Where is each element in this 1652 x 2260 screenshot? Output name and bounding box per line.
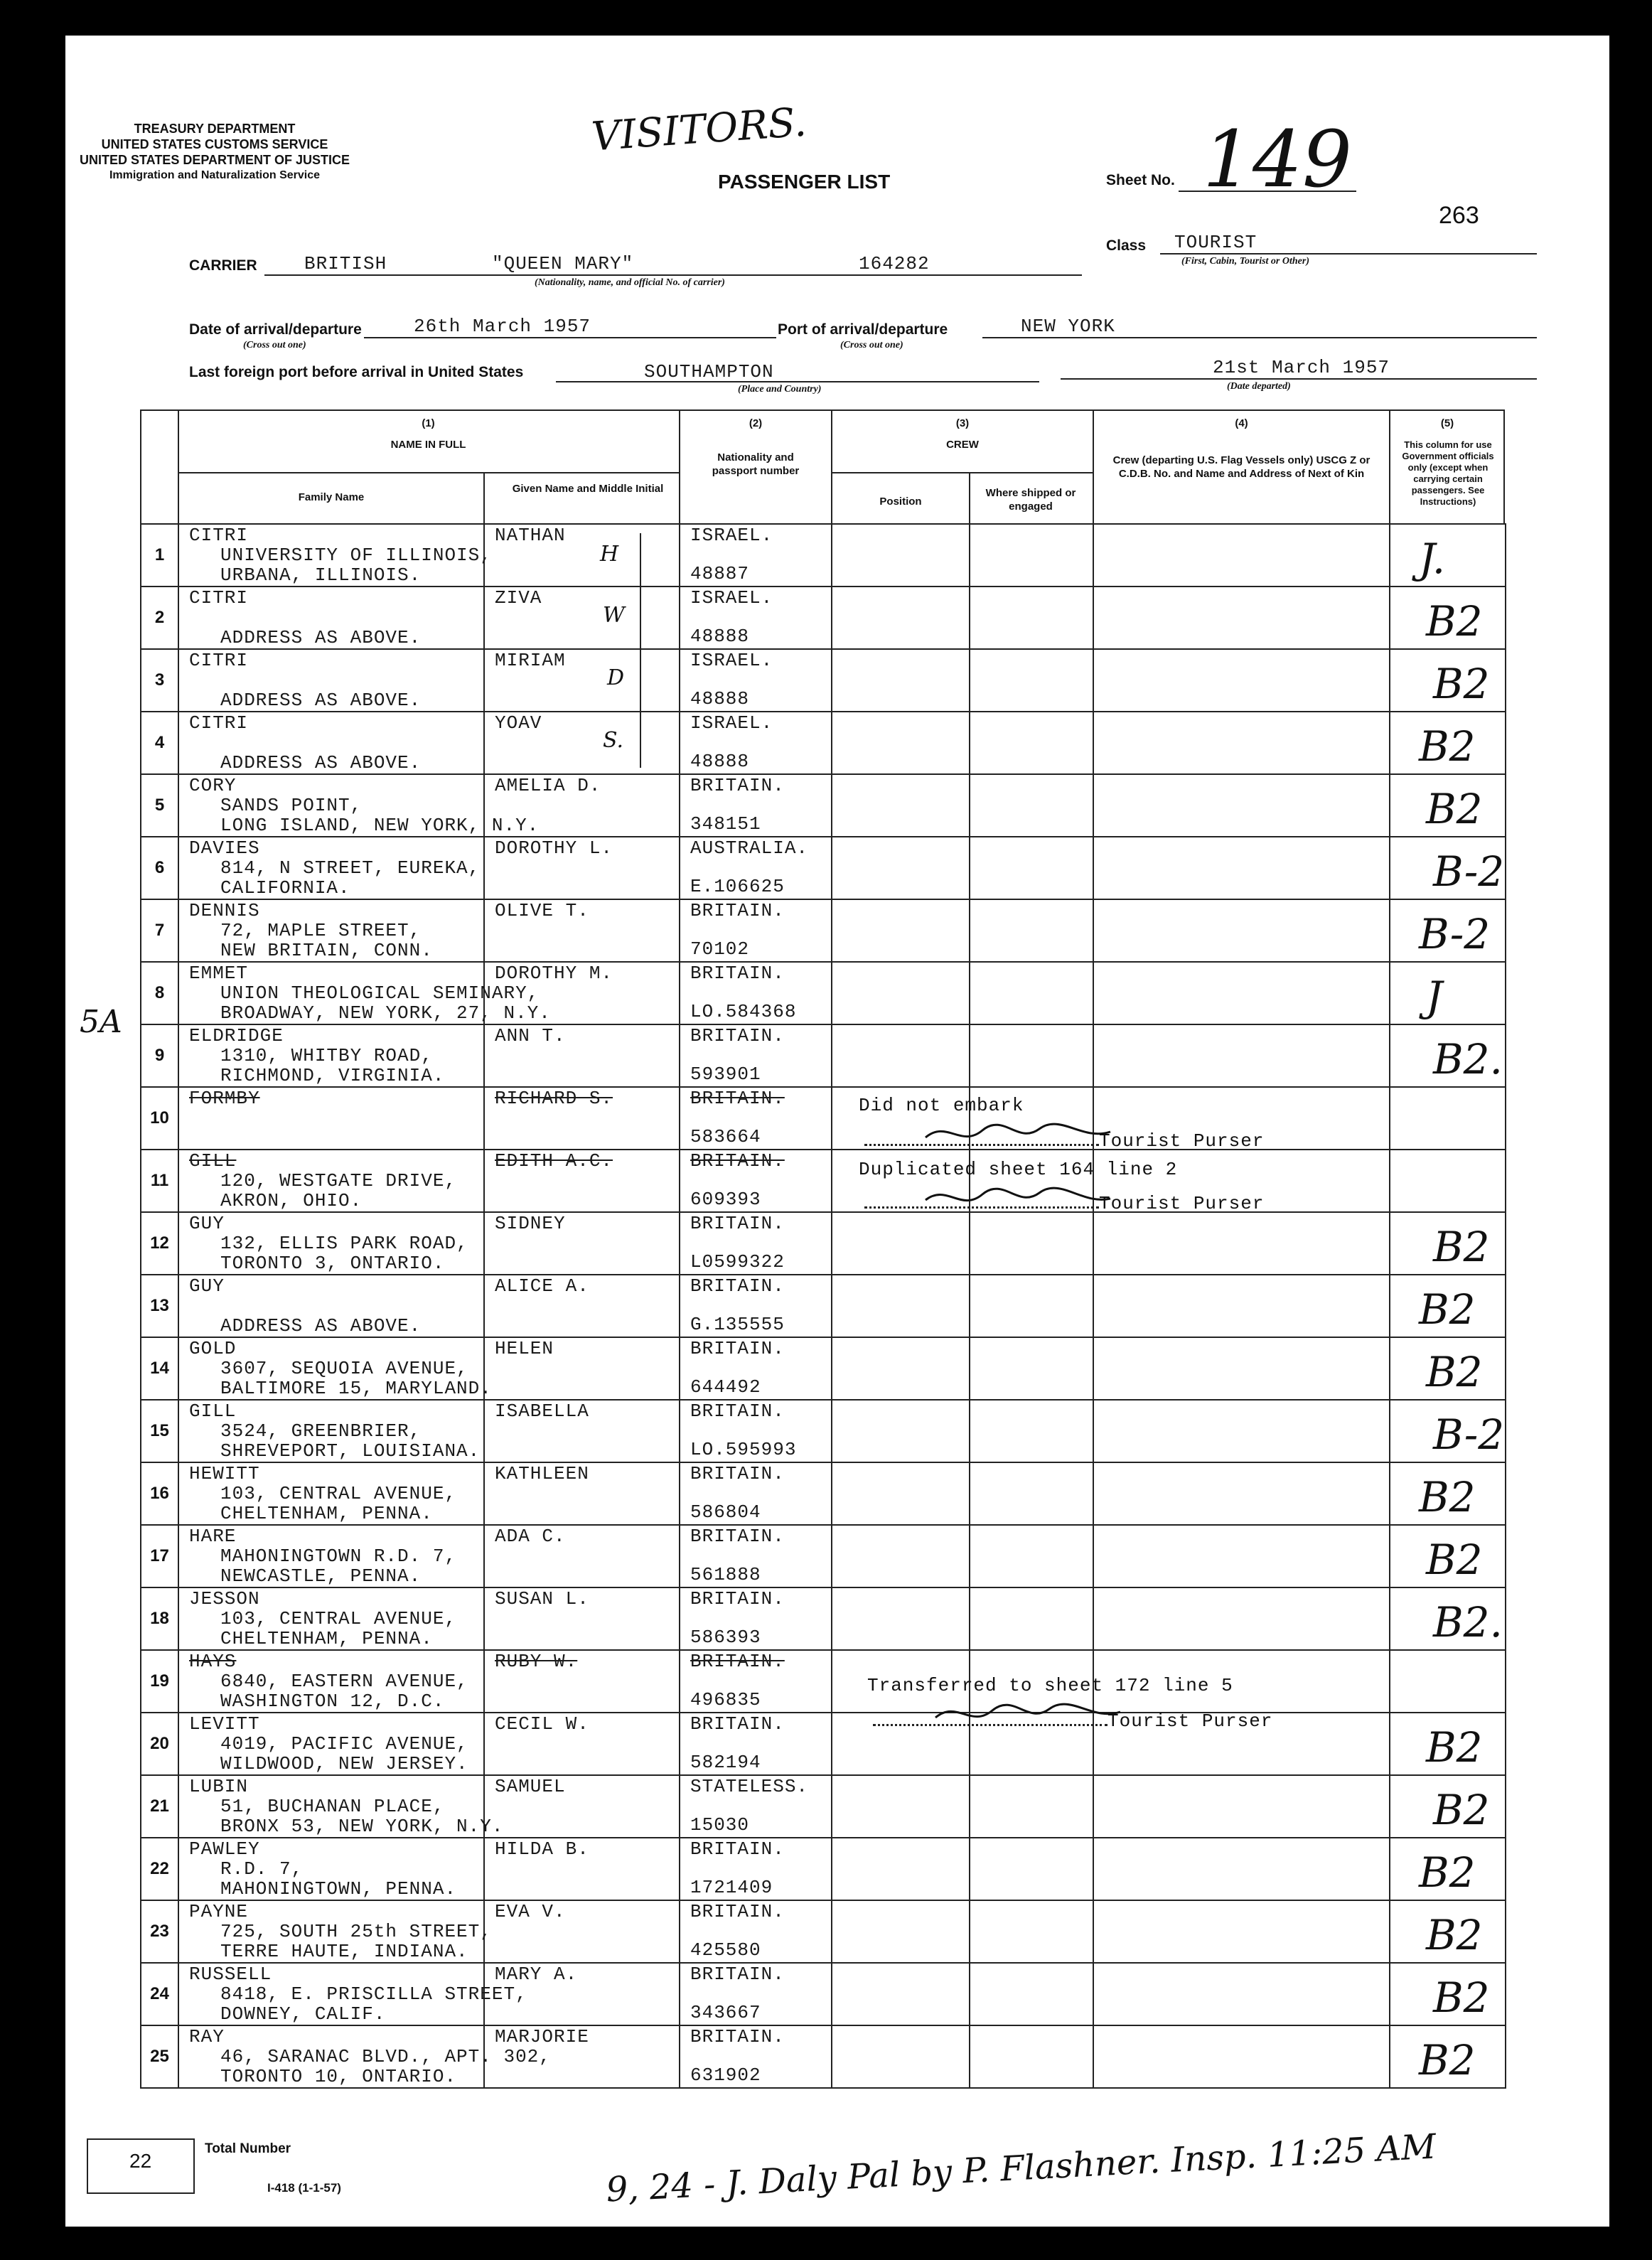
given-name: DOROTHY M. <box>495 963 613 984</box>
address-line-1: 103, CENTRAL AVENUE, <box>220 1483 457 1504</box>
family-name: PAYNE <box>189 1901 249 1922</box>
gov-use-annotation: B-2 <box>1419 910 1491 958</box>
nationality: AUSTRALIA. <box>690 837 809 859</box>
nationality: BRITAIN. <box>690 775 785 796</box>
passport-number: LO.595993 <box>690 1439 797 1460</box>
row-number: 25 <box>141 2025 178 2088</box>
given-name: AMELIA D. <box>495 775 601 796</box>
col4-number: (4) <box>1235 417 1248 429</box>
arrival-value: 26th March 1957 <box>414 316 591 337</box>
col2-title: Nationality and passport number <box>712 451 800 477</box>
address-line-1: 8418, E. PRISCILLA STREET, <box>220 1983 527 2005</box>
row-number: 6 <box>141 837 178 899</box>
address-line-2: WASHINGTON 12, D.C. <box>220 1691 445 1712</box>
port-value: NEW YORK <box>1021 316 1115 337</box>
nationality: BRITAIN. <box>690 1463 785 1484</box>
passport-number: 48888 <box>690 688 750 709</box>
purser-signature-2 <box>918 1180 1117 1216</box>
family-name: GUY <box>189 1213 225 1234</box>
address-line-2: BALTIMORE 15, MARYLAND. <box>220 1378 492 1399</box>
address-line-1: MAHONINGTOWN R.D. 7, <box>220 1546 457 1567</box>
passport-number: 348151 <box>690 813 761 835</box>
address-line-1: SANDS POINT, <box>220 795 363 816</box>
passport-number: L0599322 <box>690 1251 785 1273</box>
family-name: RAY <box>189 2026 225 2047</box>
address-line-2: WILDWOOD, NEW JERSEY. <box>220 1753 468 1774</box>
margin-note: 5A <box>80 1004 122 1040</box>
col3a-title: Position <box>879 496 922 508</box>
agency-line-treasury: TREASURY DEPARTMENT <box>134 122 296 136</box>
family-name: GOLD <box>189 1338 237 1359</box>
family-name: ELDRIDGE <box>189 1025 284 1046</box>
address-line-2: TERRE HAUTE, INDIANA. <box>220 1941 468 1962</box>
table-row <box>141 962 1506 1024</box>
gov-use-annotation: B-2 <box>1433 847 1505 896</box>
family-name: JESSON <box>189 1588 260 1610</box>
given-name: MIRIAM <box>495 650 566 671</box>
class-hint: (First, Cabin, Tourist or Other) <box>1181 256 1309 267</box>
given-name: RICHARD S. <box>495 1088 613 1109</box>
address-line-2: TORONTO 3, ONTARIO. <box>220 1253 445 1274</box>
table-row <box>141 587 1506 649</box>
carrier-hint: (Nationality, name, and official No. of carrier) <box>535 277 725 288</box>
family-name: CITRI <box>189 587 249 609</box>
given-name: ISABELLA <box>495 1401 589 1422</box>
passport-number: 48887 <box>690 563 750 584</box>
row-number: 1 <box>141 524 178 587</box>
family-name: GILL <box>189 1150 237 1172</box>
nationality: BRITAIN. <box>690 1526 785 1547</box>
given-name: ANN T. <box>495 1025 566 1046</box>
table-row <box>141 649 1506 712</box>
table-row <box>141 1775 1506 1838</box>
family-name: GUY <box>189 1275 225 1297</box>
nationality: BRITAIN. <box>690 1964 785 1985</box>
purser-signature-3 <box>928 1696 1127 1732</box>
family-name: EMMET <box>189 963 249 984</box>
nationality: BRITAIN. <box>690 2026 785 2047</box>
footer-handwriting: 9, 24 - J. Daly Pal by P. Flashner. Insp. 11:25 AM <box>605 2126 1437 2210</box>
address-line-2: DOWNEY, CALIF. <box>220 2003 386 2025</box>
form-id: I-418 (1-1-57) <box>267 2181 341 2195</box>
family-mark-h: H <box>600 542 619 567</box>
row-number: 23 <box>141 1900 178 1963</box>
lastport-hint: (Place and Country) <box>738 384 822 395</box>
family-name: PAWLEY <box>189 1838 260 1860</box>
address-line-1: 72, MAPLE STREET, <box>220 920 422 941</box>
passport-number: 496835 <box>690 1689 761 1710</box>
row-number: 12 <box>141 1212 178 1275</box>
family-name: CITRI <box>189 712 249 734</box>
lastport-label: Last foreign port before arrival in United States <box>189 364 524 380</box>
gov-use-annotation: B2 <box>1419 2036 1476 2084</box>
family-name: LEVITT <box>189 1713 260 1735</box>
table-row <box>141 1525 1506 1587</box>
passport-number: G.135555 <box>690 1314 785 1335</box>
passenger-table <box>140 523 1506 2089</box>
gov-use-annotation: B2. <box>1433 1598 1503 1646</box>
table-row <box>141 1587 1506 1650</box>
address-line-2: CHELTENHAM, PENNA. <box>220 1503 433 1524</box>
address-line-2: NEWCASTLE, PENNA. <box>220 1565 422 1587</box>
nationality: BRITAIN. <box>690 1401 785 1422</box>
gov-use-annotation: B-2 <box>1433 1410 1505 1459</box>
nationality: BRITAIN. <box>690 900 785 921</box>
family-name: HEWITT <box>189 1463 260 1484</box>
row-number: 13 <box>141 1275 178 1337</box>
gov-use-annotation: B2 <box>1433 1786 1490 1834</box>
col1b-title: Given Name and Middle Initial <box>512 483 664 495</box>
address-line-1: 725, SOUTH 25th STREET, <box>220 1921 492 1942</box>
given-name: EVA V. <box>495 1901 566 1922</box>
table-row <box>141 774 1506 837</box>
passport-number: 609393 <box>690 1189 761 1210</box>
address-line-1: 3524, GREENBRIER, <box>220 1420 422 1442</box>
address-line-2: ADDRESS AS ABOVE. <box>220 627 422 648</box>
address-line-2: AKRON, OHIO. <box>220 1190 363 1211</box>
address-line-2: TORONTO 10, ONTARIO. <box>220 2066 457 2087</box>
handwritten-visitors: VISITORS. <box>590 99 808 161</box>
family-name: HAYS <box>189 1651 237 1672</box>
col4-title: Crew (departing U.S. Flag Vessels only) USCG Z or C.D.B. No. and Name and Address of Next of Kin <box>1112 454 1371 480</box>
address-line-2: ADDRESS AS ABOVE. <box>220 690 422 711</box>
passport-number: LO.584368 <box>690 1001 797 1022</box>
nationality: BRITAIN. <box>690 1838 785 1860</box>
given-name: SIDNEY <box>495 1213 566 1234</box>
family-name: FORMBY <box>189 1088 260 1109</box>
given-name: RUBY W. <box>495 1651 578 1672</box>
class-label: Class <box>1106 237 1147 254</box>
table-row <box>141 1838 1506 1900</box>
col2-number: (2) <box>749 417 763 429</box>
row-number: 19 <box>141 1650 178 1713</box>
passenger-list-sheet <box>65 36 1609 2227</box>
port-hint: (Cross out one) <box>840 340 903 350</box>
gov-use-annotation: J <box>1426 973 1443 1021</box>
gov-use-annotation: B2 <box>1426 1723 1483 1772</box>
sheet-number: 149 <box>1203 114 1352 205</box>
passport-number: 425580 <box>690 1939 761 1961</box>
table-row <box>141 1650 1506 1713</box>
family-name: HARE <box>189 1526 237 1547</box>
given-name: ZIVA <box>495 587 542 609</box>
given-name: ALICE A. <box>495 1275 589 1297</box>
table-row <box>141 1337 1506 1400</box>
passport-number: 343667 <box>690 2002 761 2023</box>
address-line-1: 814, N STREET, EUREKA, <box>220 857 481 879</box>
family-name: LUBIN <box>189 1776 249 1797</box>
row-number: 24 <box>141 1963 178 2025</box>
nationality: ISRAEL. <box>690 525 773 546</box>
table-row <box>141 1024 1506 1087</box>
nationality: BRITAIN. <box>690 1025 785 1046</box>
address-line-2: SHREVEPORT, LOUISIANA. <box>220 1440 481 1462</box>
note-row10-top: Did not embark <box>859 1095 1024 1116</box>
nationality: ISRAEL. <box>690 650 773 671</box>
row-number: 9 <box>141 1024 178 1087</box>
row-number: 4 <box>141 712 178 774</box>
gov-use-annotation: B2 <box>1419 1285 1476 1334</box>
address-line-2: CHELTENHAM, PENNA. <box>220 1628 433 1649</box>
col1-title: NAME IN FULL <box>390 439 466 451</box>
family-name: CITRI <box>189 525 249 546</box>
given-name: NATHAN <box>495 525 566 546</box>
address-line-1: 1310, WHITBY ROAD, <box>220 1045 433 1066</box>
agency-line-justice: UNITED STATES DEPARTMENT OF JUSTICE <box>79 153 350 167</box>
passport-number: 48888 <box>690 751 750 772</box>
row-number: 16 <box>141 1462 178 1525</box>
gov-use-annotation: B2 <box>1433 1223 1490 1271</box>
agency-block <box>65 121 364 183</box>
passport-number: 70102 <box>690 938 750 960</box>
table-row <box>141 1150 1506 1212</box>
row-number: 2 <box>141 587 178 649</box>
passport-number: 644492 <box>690 1376 761 1398</box>
row-number: 22 <box>141 1838 178 1900</box>
nationality: STATELESS. <box>690 1776 809 1797</box>
table-row <box>141 1713 1506 1775</box>
arrival-hint: (Cross out one) <box>243 340 306 350</box>
gov-use-annotation: J. <box>1419 535 1446 583</box>
row-number: 3 <box>141 649 178 712</box>
nationality: ISRAEL. <box>690 587 773 609</box>
given-name: MARY A. <box>495 1964 578 1985</box>
passport-number: E.106625 <box>690 876 785 897</box>
address-line-1: 51, BUCHANAN PLACE, <box>220 1796 445 1817</box>
address-line-1: 4019, PACIFIC AVENUE, <box>220 1733 468 1755</box>
passport-number: 631902 <box>690 2064 761 2086</box>
address-line-1: 3607, SEQUOIA AVENUE, <box>220 1358 468 1379</box>
col3-title: CREW <box>946 439 979 451</box>
row-number: 11 <box>141 1150 178 1212</box>
given-name: OLIVE T. <box>495 900 589 921</box>
family-name: DENNIS <box>189 900 260 921</box>
address-line-1: 120, WESTGATE DRIVE, <box>220 1170 457 1191</box>
lastport-value: SOUTHAMPTON <box>644 361 774 382</box>
address-line-1: R.D. 7, <box>220 1858 304 1880</box>
address-line-1: 46, SARANAC BLVD., APT. 302, <box>220 2046 551 2067</box>
carrier-name: "QUEEN MARY" <box>492 253 634 274</box>
address-line-2: LONG ISLAND, NEW YORK, N.Y. <box>220 815 540 836</box>
departed-hint: (Date departed) <box>1227 381 1291 392</box>
total-value: 22 <box>129 2150 152 2172</box>
table-row <box>141 1212 1506 1275</box>
given-name: MARJORIE <box>495 2026 589 2047</box>
nationality: BRITAIN. <box>690 963 785 984</box>
sheet-label: Sheet No. <box>1106 172 1175 188</box>
address-line-2: CALIFORNIA. <box>220 877 350 899</box>
passport-number: 583664 <box>690 1126 761 1147</box>
address-line-1: UNIVERSITY OF ILLINOIS, <box>220 545 492 566</box>
gov-use-annotation: B2 <box>1433 1974 1490 2022</box>
given-name: SUSAN L. <box>495 1588 589 1610</box>
row-number: 8 <box>141 962 178 1024</box>
family-name: RUSSELL <box>189 1964 272 1985</box>
stamp-number: 263 <box>1439 202 1479 229</box>
family-mark-d: D <box>607 665 625 690</box>
departed-value: 21st March 1957 <box>1213 357 1390 378</box>
col3b-title: Where shipped or engaged <box>985 487 1076 513</box>
address-line-2: RICHMOND, VIRGINIA. <box>220 1065 445 1086</box>
address-line-2: NEW BRITAIN, CONN. <box>220 940 433 961</box>
table-row <box>141 1400 1506 1462</box>
carrier-number: 164282 <box>859 253 930 274</box>
col5-title: This column for use Government officials only (except when carrying certain passengers. See Instructions) <box>1402 439 1494 507</box>
table-row <box>141 1275 1506 1337</box>
address-line-1: UNION THEOLOGICAL SEMINARY, <box>220 982 540 1004</box>
family-mark-w: W <box>603 603 625 628</box>
col5-number: (5) <box>1440 417 1454 429</box>
address-line-2: URBANA, ILLINOIS. <box>220 564 422 586</box>
carrier-label: CARRIER <box>189 257 257 274</box>
nationality: BRITAIN. <box>690 1901 785 1922</box>
passport-number: 15030 <box>690 1814 750 1836</box>
nationality: BRITAIN. <box>690 1651 785 1672</box>
given-name: EDITH A.C. <box>495 1150 613 1172</box>
given-name: SAMUEL <box>495 1776 566 1797</box>
table-row <box>141 2025 1506 2088</box>
nationality: BRITAIN. <box>690 1150 785 1172</box>
gov-use-annotation: B2 <box>1426 1348 1483 1396</box>
address-line-2: BROADWAY, NEW YORK, 27, N.Y. <box>220 1002 551 1024</box>
family-name: CORY <box>189 775 237 796</box>
nationality: ISRAEL. <box>690 712 773 734</box>
gov-use-annotation: B2. <box>1433 1035 1503 1083</box>
gov-use-annotation: B2 <box>1426 1536 1483 1584</box>
address-line-1: 6840, EASTERN AVENUE, <box>220 1671 468 1692</box>
col3-number: (3) <box>955 417 970 429</box>
note-row10-purser: Tourist Purser <box>864 1130 1264 1152</box>
given-name: KATHLEEN <box>495 1463 589 1484</box>
address-line-1: 103, CENTRAL AVENUE, <box>220 1608 457 1629</box>
gov-use-annotation: B2 <box>1426 597 1483 646</box>
gov-use-annotation: B2 <box>1433 660 1490 708</box>
nationality: BRITAIN. <box>690 1275 785 1297</box>
family-name: DAVIES <box>189 837 260 859</box>
table-row <box>141 837 1506 899</box>
row-number: 15 <box>141 1400 178 1462</box>
table-row <box>141 1087 1506 1150</box>
table-row <box>141 524 1506 587</box>
col1a-title: Family Name <box>298 491 365 503</box>
agency-line-ins: Immigration and Naturalization Service <box>109 169 321 181</box>
nationality: BRITAIN. <box>690 1088 785 1109</box>
gov-use-annotation: B2 <box>1426 1911 1483 1959</box>
note-row19-purser: Tourist Purser <box>873 1710 1272 1732</box>
given-name: CECIL W. <box>495 1713 589 1735</box>
class-value: TOURIST <box>1174 232 1257 253</box>
page-title: PASSENGER LIST <box>718 171 891 193</box>
table-row <box>141 899 1506 962</box>
gov-use-annotation: B2 <box>1419 1848 1476 1897</box>
address-line-1: 132, ELLIS PARK ROAD, <box>220 1233 468 1254</box>
total-label: Total Number <box>205 2141 291 2156</box>
row-number: 10 <box>141 1087 178 1150</box>
given-name: HELEN <box>495 1338 554 1359</box>
agency-line-customs: UNITED STATES CUSTOMS SERVICE <box>101 137 328 151</box>
passport-number: 586804 <box>690 1501 761 1523</box>
note-row11-top: Duplicated sheet 164 line 2 <box>859 1159 1178 1180</box>
nationality: BRITAIN. <box>690 1338 785 1359</box>
passport-number: 48888 <box>690 626 750 647</box>
passport-number: 1721409 <box>690 1877 773 1898</box>
note-row11-purser: Tourist Purser <box>864 1193 1264 1214</box>
given-name: YOAV <box>495 712 542 734</box>
gov-use-annotation: B2 <box>1419 1473 1476 1521</box>
given-name: ADA C. <box>495 1526 566 1547</box>
nationality: BRITAIN. <box>690 1713 785 1735</box>
table-row <box>141 1900 1506 1963</box>
address-line-2: BRONX 53, NEW YORK, N.Y. <box>220 1816 504 1837</box>
arrival-label: Date of arrival/departure <box>189 321 362 338</box>
given-name: HILDA B. <box>495 1838 589 1860</box>
port-label: Port of arrival/departure <box>778 321 948 338</box>
passport-number: 593901 <box>690 1064 761 1085</box>
row-number: 5 <box>141 774 178 837</box>
address-line-2: ADDRESS AS ABOVE. <box>220 1315 422 1337</box>
note-row19-top: Transferred to sheet 172 line 5 <box>867 1675 1233 1696</box>
passport-number: 582194 <box>690 1752 761 1773</box>
gov-use-annotation: B2 <box>1426 785 1483 833</box>
row-number: 7 <box>141 899 178 962</box>
purser-signature-1 <box>918 1116 1117 1152</box>
table-row <box>141 712 1506 774</box>
row-number: 14 <box>141 1337 178 1400</box>
address-line-2: ADDRESS AS ABOVE. <box>220 752 422 773</box>
table-row <box>141 1462 1506 1525</box>
row-number: 21 <box>141 1775 178 1838</box>
passport-number: 586393 <box>690 1627 761 1648</box>
address-line-2: MAHONINGTOWN, PENNA. <box>220 1878 457 1900</box>
nationality: BRITAIN. <box>690 1213 785 1234</box>
given-name: DOROTHY L. <box>495 837 613 859</box>
carrier-nationality: BRITISH <box>304 253 387 274</box>
row-number: 20 <box>141 1713 178 1775</box>
gov-use-annotation: B2 <box>1419 722 1476 771</box>
row-number: 17 <box>141 1525 178 1587</box>
family-name: GILL <box>189 1401 237 1422</box>
row-number: 18 <box>141 1587 178 1650</box>
nationality: BRITAIN. <box>690 1588 785 1610</box>
passport-number: 561888 <box>690 1564 761 1585</box>
family-mark-s: S. <box>603 728 624 753</box>
col1-number: (1) <box>422 417 435 429</box>
table-row <box>141 1963 1506 2025</box>
family-name: CITRI <box>189 650 249 671</box>
